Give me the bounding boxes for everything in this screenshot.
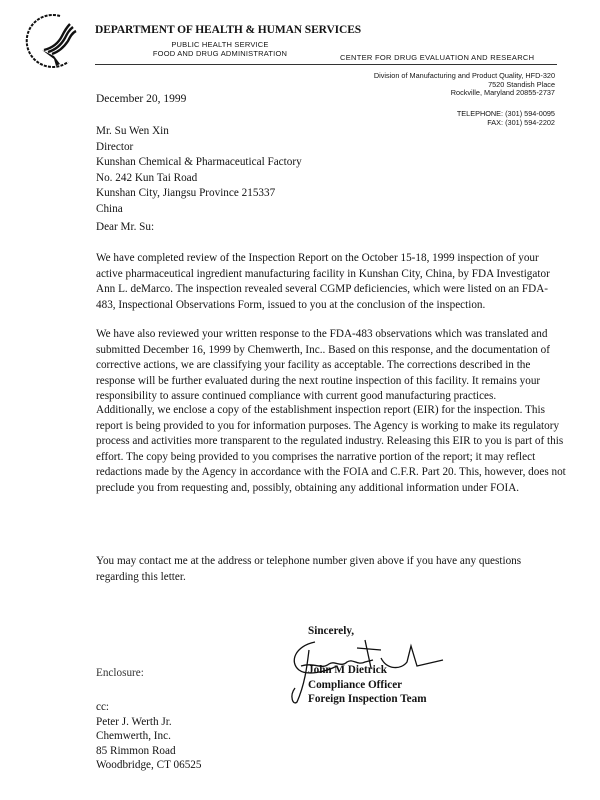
paragraph-response-review: We have also reviewed your written response to the FDA-483 observations which was translated and submitted December 16, 1999 by Chemwerth, Inc.. Based on this response, and the documentation of corrective actions, we are classifying your facility as acceptable. The corrections described in the response will be further evaluated during the next routine inspection of this facility. It remains your responsibility to assure continued compliance with current good manufacturing practices.: [96, 328, 550, 403]
cc-line: Peter J. Werth Jr.: [96, 715, 172, 728]
cc-line: Woodbridge, CT 06525: [96, 759, 202, 771]
enclosure-note: Enclosure:: [96, 667, 144, 679]
signer-name: John M Dietrick: [308, 664, 387, 676]
contact-numbers: [457, 110, 555, 127]
address-line: 7520 Standish Place: [488, 79, 555, 89]
recipient-line: Kunshan Chemical & Pharmaceutical Factory: [96, 156, 302, 169]
paragraph-contact: You may contact me at the address or telephone number given above if you have any questions regarding this letter.: [96, 555, 522, 583]
recipient-line: No. 242 Kun Tai Road: [96, 171, 198, 184]
recipient-line: Kunshan City, Jiangsu Province 215337: [96, 187, 276, 200]
cc-line: Chemwerth, Inc.: [96, 730, 171, 742]
recipient-line: Director: [96, 140, 134, 153]
paragraph-inspection-review: We have completed review of the Inspection Report on the October 15-18, 1999 inspection of your active pharmaceutical ingredient manufacturing facility in Kunshan City, China, by FDA Investigator Ann L. deMarco. The inspection revealed several CGMP deficiencies, which were listed on an FDA-483, Inspectional Observations Form, issued to you at the conclusion of the inspection.: [96, 252, 550, 311]
salutation: Dear Mr. Su:: [96, 221, 155, 233]
cc-label: cc:: [96, 701, 110, 713]
recipient-line: China: [96, 202, 123, 215]
service-line-2: FOOD AND DRUG ADMINISTRATION: [152, 49, 288, 58]
telephone: TELEPHONE: (301) 594-0095: [456, 109, 555, 118]
department-name: DEPARTMENT OF HEALTH & HUMAN SERVICES: [95, 24, 362, 36]
center-name: CENTER FOR DRUG EVALUATION AND RESEARCH: [340, 53, 535, 62]
address-line: Division of Manufacturing and Product Quality, HFD-320: [373, 71, 555, 80]
signer-block: [308, 663, 427, 707]
cc-line: 85 Rimmon Road: [96, 744, 176, 757]
letterhead-divider: [95, 64, 557, 65]
fax: FAX: (301) 594-2202: [487, 117, 555, 127]
recipient-line: Mr. Su Wen Xin: [96, 125, 169, 137]
service-line-1: PUBLIC HEALTH SERVICE: [171, 40, 269, 49]
paragraph-eir-enclosure: Additionally, we enclose a copy of the establishment inspection report (EIR) for the inspection. This report is being provided to you for information purposes. The Agency is working to make its regulatory process and activities more transparent to the regulated industry. Releasing this EIR to you is part of this effort. The copy being provided to you comprises the narrative portion of the report; it may reflect redactions made by the Agency in accordance with the FOIA and C.F.R. Part 20. This, however, does not preclude you from requesting and, possibly, obtaining any additional information under FOIA.: [96, 404, 566, 494]
closing: Sincerely,: [308, 625, 355, 637]
recipient-address: [96, 124, 302, 218]
cc-block: [96, 700, 201, 773]
letter-date: December 20, 1999: [96, 93, 187, 105]
agency-subheading: [145, 40, 295, 58]
signer-team: Foreign Inspection Team: [308, 693, 427, 705]
hhs-eagle-logo-icon: [24, 10, 84, 70]
address-line: Rockville, Maryland 20855-2737: [450, 88, 555, 98]
signer-title: Compliance Officer: [308, 678, 403, 691]
office-address: [374, 72, 555, 98]
